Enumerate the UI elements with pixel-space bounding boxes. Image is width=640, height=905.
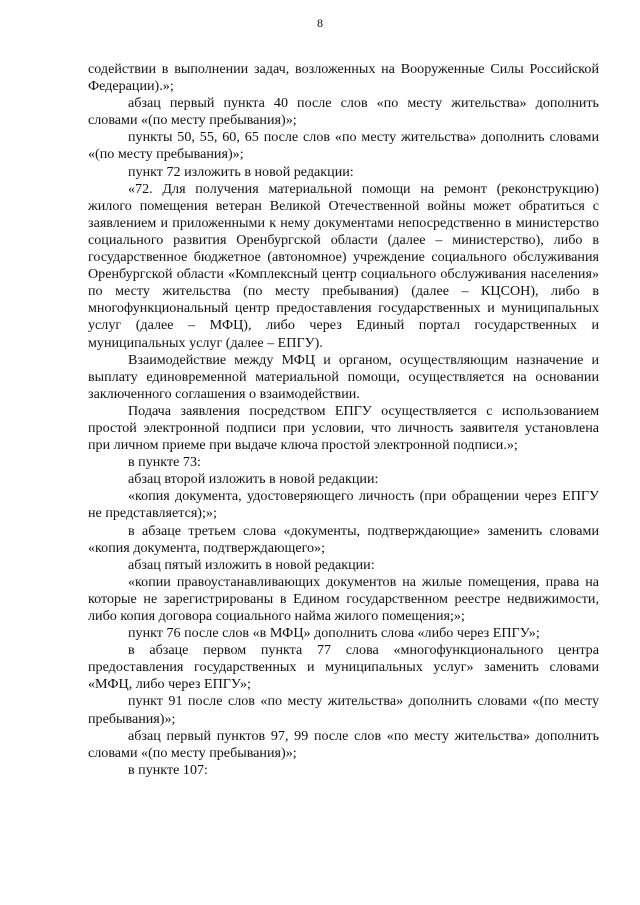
- paragraph: «копия документа, удостоверяющего личность (при обращении через ЕПГУ не представляется);»;: [88, 488, 599, 522]
- paragraph: пункт 91 после слов «по месту жительства» дополнить словами «(по месту пребывания)»;: [88, 693, 599, 727]
- paragraph: Взаимодействие между МФЦ и органом, осуществляющим назначение и выплату единовременной материальной помощи, осуществляется на основании заключенного соглашения о взаимодействии.: [88, 351, 599, 402]
- paragraph: «72. Для получения материальной помощи на ремонт (реконструкцию) жилого помещения ветеран Великой Отечественной войны может обратиться с заявлением и приложенными к нему документами непосредственно в министерство социального развития Оренбургской области (далее – министерство), либо в государственное бюджетное (автономное) учреждение социального обслуживания Оренбургской области «Комплексный центр социального обслуживания населения» по месту жительства (по месту пребывания) (далее – КЦСОН), либо в многофункциональный центр предоставления государственных и муниципальных услуг (далее – МФЦ), либо через Единый портал государственных и муниципальных услуг (далее – ЕПГУ).: [88, 180, 599, 351]
- paragraph: абзац пятый изложить в новой редакции:: [128, 556, 375, 573]
- page-number: 8: [317, 16, 323, 30]
- paragraph: в абзаце первом пункта 77 слова «многофункционального центра предоставления государственных и муниципальных услуг» заменить словами «МФЦ, либо через ЕПГУ»;: [88, 642, 599, 693]
- paragraph: абзац первый пунктов 97, 99 после слов «по месту жительства» дополнить словами «(по месту пребывания)»;: [88, 727, 599, 761]
- paragraph: абзац второй изложить в новой редакции:: [128, 471, 379, 488]
- paragraph: «копии правоустанавливающих документов на жилые помещения, права на которые не зарегистрированы в Едином государственном реестре недвижимости, либо копия договора социального найма жилого помещения;»;: [88, 573, 599, 624]
- paragraph: в абзаце третьем слова «документы, подтверждающие» заменить словами «копия документа, подтверждающего»;: [88, 522, 599, 556]
- document-body: [88, 61, 599, 779]
- paragraph: пункты 50, 55, 60, 65 после слов «по месту жительства» дополнить словами «(по месту пребывания)»;: [88, 129, 599, 163]
- paragraph: в пункте 73:: [128, 454, 201, 471]
- paragraph: Подача заявления посредством ЕПГУ осуществляется с использованием простой электронной подписи при условии, что личность заявителя установлена при личном приеме при выдаче ключа простой электронной подписи.»;: [88, 402, 599, 454]
- paragraph: пункт 76 после слов «в МФЦ» дополнить слова «либо через ЕПГУ»;: [128, 625, 540, 642]
- paragraph: содействии в выполнении задач, возложенных на Вооруженные Силы Российской Федерации).»;: [88, 61, 599, 95]
- paragraph: абзац первый пункта 40 после слов «по месту жительства» дополнить словами «(по месту пребывания)»;: [88, 95, 599, 129]
- paragraph: в пункте 107:: [128, 761, 208, 778]
- paragraph: пункт 72 изложить в новой редакции:: [128, 163, 354, 180]
